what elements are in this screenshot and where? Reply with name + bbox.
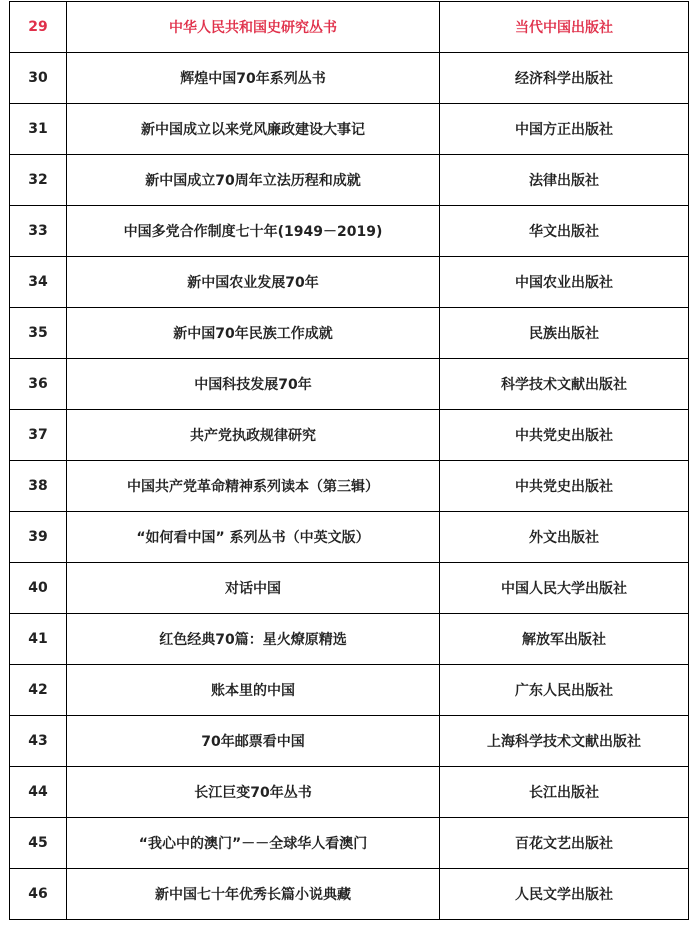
book-title: 新中国成立以来党风廉政建设大事记: [67, 104, 440, 155]
publisher-name: 人民文学出版社: [440, 869, 689, 920]
table-row: [10, 563, 689, 614]
book-title: 辉煌中国70年系列丛书: [67, 53, 440, 104]
book-title: 新中国七十年优秀长篇小说典藏: [67, 869, 440, 920]
table-row: [10, 2, 689, 53]
book-title: 账本里的中国: [67, 665, 440, 716]
row-number: 41: [10, 614, 67, 665]
table-row: [10, 665, 689, 716]
book-title: 中华人民共和国史研究丛书: [67, 2, 440, 53]
publisher-name: 法律出版社: [440, 155, 689, 206]
publisher-name: 民族出版社: [440, 308, 689, 359]
table-row: [10, 716, 689, 767]
book-title: 对话中国: [67, 563, 440, 614]
publisher-name: 中共党史出版社: [440, 461, 689, 512]
table-body: [10, 2, 689, 920]
row-number: 33: [10, 206, 67, 257]
book-list-table: [9, 1, 689, 920]
publisher-name: 百花文艺出版社: [440, 818, 689, 869]
table-row: [10, 104, 689, 155]
book-title: 中国共产党革命精神系列读本（第三辑）: [67, 461, 440, 512]
publisher-name: 外文出版社: [440, 512, 689, 563]
publisher-name: 广东人民出版社: [440, 665, 689, 716]
book-title: 长江巨变70年丛书: [67, 767, 440, 818]
book-title: 中国科技发展70年: [67, 359, 440, 410]
book-title: 新中国农业发展70年: [67, 257, 440, 308]
publisher-name: 华文出版社: [440, 206, 689, 257]
table-row: [10, 308, 689, 359]
publisher-name: 当代中国出版社: [440, 2, 689, 53]
book-title: “如何看中国” 系列丛书（中英文版）: [67, 512, 440, 563]
row-number: 35: [10, 308, 67, 359]
row-number: 37: [10, 410, 67, 461]
book-title: 新中国成立70周年立法历程和成就: [67, 155, 440, 206]
table-row: [10, 818, 689, 869]
publisher-name: 解放军出版社: [440, 614, 689, 665]
publisher-name: 科学技术文献出版社: [440, 359, 689, 410]
row-number: 32: [10, 155, 67, 206]
book-title: 70年邮票看中国: [67, 716, 440, 767]
row-number: 38: [10, 461, 67, 512]
row-number: 34: [10, 257, 67, 308]
table-row: [10, 869, 689, 920]
row-number: 43: [10, 716, 67, 767]
publisher-name: 中国人民大学出版社: [440, 563, 689, 614]
table-row: [10, 461, 689, 512]
row-number: 30: [10, 53, 67, 104]
row-number: 46: [10, 869, 67, 920]
table-row: [10, 53, 689, 104]
table-row: [10, 257, 689, 308]
row-number: 44: [10, 767, 67, 818]
publisher-name: 中国农业出版社: [440, 257, 689, 308]
book-title: 新中国70年民族工作成就: [67, 308, 440, 359]
publisher-name: 中国方正出版社: [440, 104, 689, 155]
publisher-name: 中共党史出版社: [440, 410, 689, 461]
row-number: 42: [10, 665, 67, 716]
publisher-name: 长江出版社: [440, 767, 689, 818]
book-title: 中国多党合作制度七十年(1949－2019): [67, 206, 440, 257]
publisher-name: 上海科学技术文献出版社: [440, 716, 689, 767]
table-row: [10, 614, 689, 665]
book-title: 共产党执政规律研究: [67, 410, 440, 461]
row-number: 45: [10, 818, 67, 869]
row-number: 36: [10, 359, 67, 410]
row-number: 29: [10, 2, 67, 53]
book-title: “我心中的澳门”－－全球华人看澳门: [67, 818, 440, 869]
publisher-name: 经济科学出版社: [440, 53, 689, 104]
table-row: [10, 206, 689, 257]
table-row: [10, 359, 689, 410]
table-row: [10, 410, 689, 461]
row-number: 39: [10, 512, 67, 563]
table-row: [10, 767, 689, 818]
table-row: [10, 155, 689, 206]
row-number: 31: [10, 104, 67, 155]
table-row: [10, 512, 689, 563]
book-title: 红色经典70篇：星火燎原精选: [67, 614, 440, 665]
row-number: 40: [10, 563, 67, 614]
